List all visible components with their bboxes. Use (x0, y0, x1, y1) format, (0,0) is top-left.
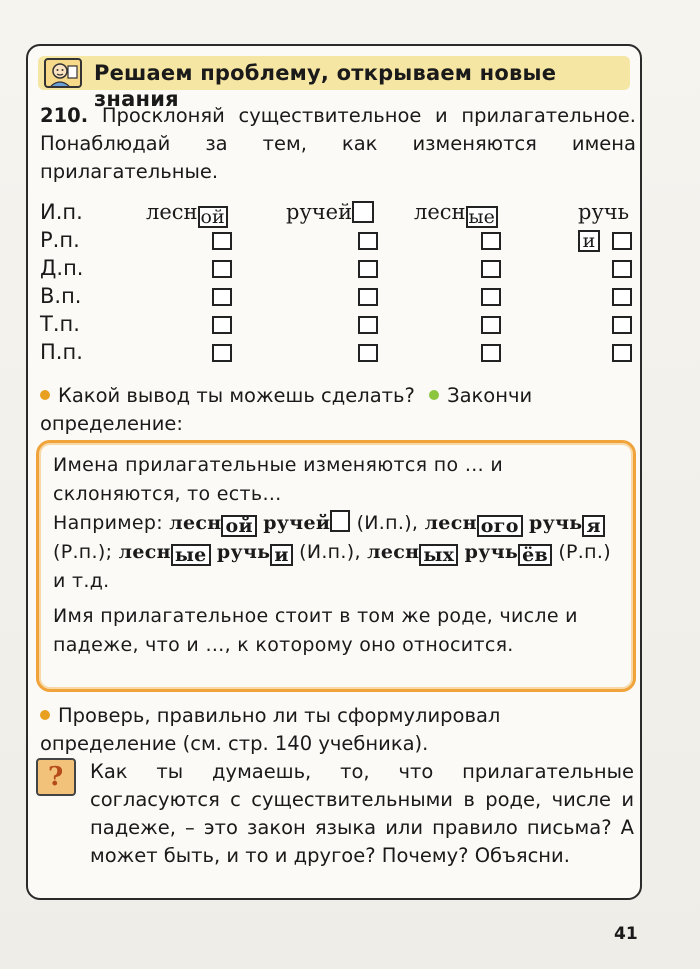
task-statement (40, 102, 636, 186)
bullet-icon (429, 390, 439, 400)
bullet-icon (40, 710, 50, 720)
question-mark-icon: ? (36, 758, 76, 796)
answer-box[interactable] (612, 344, 632, 362)
answer-box[interactable] (358, 344, 378, 362)
headword-ruchi: ручьи (578, 200, 630, 252)
headword-lesnye: лесн ые (414, 200, 498, 228)
answer-box[interactable] (212, 344, 232, 362)
page-number: 41 (614, 924, 638, 944)
answer-box[interactable] (612, 260, 632, 278)
case-label-genitive: Р.п. (40, 228, 80, 252)
conclusion-question (40, 382, 640, 438)
answer-box[interactable] (212, 316, 232, 334)
answer-box[interactable] (358, 232, 378, 250)
check-text: Проверь, правильно ли ты сформулировал определение (см. стр. 140 учебника). (40, 704, 501, 755)
definition-line-3: Имя прилагательное стоит в том же роде, числе и падеже, что и …, к которому оно относится. (53, 605, 578, 656)
answer-box[interactable] (481, 288, 501, 306)
definition-text (53, 451, 623, 660)
task-text: Просклоняй существительное и прилагательное. Понаблюдай за тем, как изменяются имена прилагательные. (40, 104, 636, 183)
answer-box[interactable] (212, 260, 232, 278)
answer-box[interactable] (612, 316, 632, 334)
definition-frame (36, 440, 636, 692)
case-label-nominative: И.п. (40, 200, 83, 224)
check-instruction (40, 702, 640, 758)
question-finish-definition: Закончи определение: (40, 384, 533, 435)
headword-lesnoy: лесн ой (146, 200, 228, 228)
exercise-card (26, 44, 642, 900)
answer-box[interactable] (212, 232, 232, 250)
answer-box[interactable] (481, 232, 501, 250)
case-label-accusative: В.п. (40, 284, 82, 308)
ending-box (352, 201, 374, 223)
case-label-prepositional: П.п. (40, 340, 83, 364)
ending-box: ой (198, 206, 228, 228)
answer-box[interactable] (612, 288, 632, 306)
answer-box[interactable] (358, 260, 378, 278)
banner-title: Решаем проблему, открываем новые знания (94, 61, 557, 111)
question-conclusion: Какой вывод ты можешь сделать? (58, 384, 415, 407)
task-number: 210. (40, 104, 89, 127)
answer-box[interactable] (212, 288, 232, 306)
answer-box[interactable] (358, 288, 378, 306)
headword-ruchey: ручей (286, 200, 374, 224)
answer-box[interactable] (358, 316, 378, 334)
declension-table (40, 200, 640, 380)
answer-box[interactable] (481, 260, 501, 278)
case-label-dative: Д.п. (40, 256, 84, 280)
section-banner (38, 56, 630, 111)
ending-box: и (578, 230, 600, 252)
ending-box: ые (466, 206, 498, 228)
answer-box[interactable] (481, 344, 501, 362)
definition-examples: Например: лесн ой ручей (И.п.), лесн ого ручь я (Р.п.); лесн ые ручь и (И.п.), лесн ых ручь ёв (Р.п.) и т.д. (53, 512, 611, 592)
answer-box[interactable] (612, 232, 632, 250)
definition-line-1: Имена прилагательные изменяются по … и склоняются, то есть… (53, 454, 504, 505)
student-thinking-icon (44, 58, 82, 88)
answer-box[interactable] (481, 316, 501, 334)
think-question: Как ты думаешь, то, что прилагательные согласуются с существительными в роде, числе и падеже, – это закон языка или правило письма? А может быть, и то и другое? Почему? Объясни. (90, 760, 634, 867)
bullet-icon (40, 390, 50, 400)
case-label-instrumental: Т.п. (40, 312, 80, 336)
